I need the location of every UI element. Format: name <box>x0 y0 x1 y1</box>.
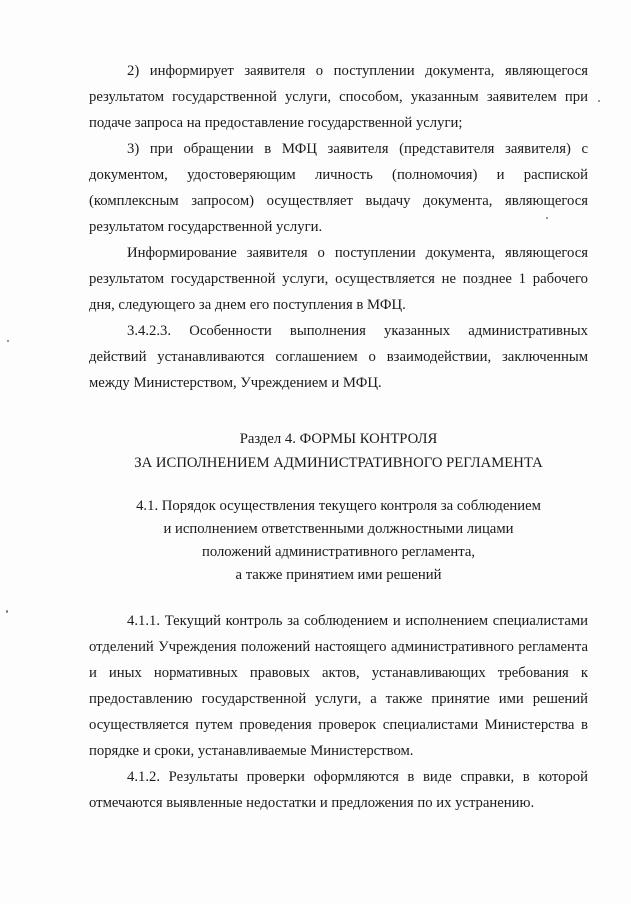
paragraph-4-1-1: 4.1.1. Текущий контроль за соблюдением и исполнением специалистами отделений Учреждения положений настоящего административного регламента и иных нормативных правовых актов, устанавливающих требования к предоставлению государственной услуги, а также принятие ими решений осуществляется путем проведения проверок специалистами Министерства в порядке и сроки, устанавливаемые Министерством. <box>89 613 588 759</box>
paragraph-4-1-2: 4.1.2. Результаты проверки оформляются в виде справки, в которой отмечаются выявленные недостатки и предложения по их устранению. <box>89 769 588 811</box>
bottom-text-block <box>89 608 588 816</box>
subsection-heading-line3: положений административного регламента, <box>201 544 476 560</box>
subsection-heading-line2: и исполнением ответственными должностными лицами <box>163 521 514 537</box>
scan-speck <box>7 340 9 342</box>
paragraph-mfc-issuance: 3) при обращении в МФЦ заявителя (представителя заявителя) с документом, удостоверяющим личность (полномочия) и распиской (комплексным запросом) осуществляет выдачу документа, являющегося результатом государственной услуги. <box>89 141 588 235</box>
scan-speck <box>546 217 548 219</box>
paragraph-informing-deadline: Информирование заявителя о поступлении документа, являющегося результатом государственной услуги, осуществляется не позднее 1 рабочего дня, следующего за днем его поступления в МФЦ. <box>89 245 588 313</box>
paragraph-3-4-2-3: 3.4.2.3. Особенности выполнения указанных административных действий устанавливаются соглашением о взаимодействии, заключенным между Министерством, Учреждением и МФЦ. <box>89 323 588 391</box>
section-heading <box>89 427 588 475</box>
subsection-heading-line1: 4.1. Порядок осуществления текущего контроля за соблюдением <box>136 498 541 514</box>
section-heading-line2: ЗА ИСПОЛНЕНИЕМ АДМИНИСТРАТИВНОГО РЕГЛАМЕНТА <box>134 455 543 471</box>
top-text-block <box>89 58 588 396</box>
scan-speck <box>598 100 600 102</box>
paragraph-informs-applicant: 2) информирует заявителя о поступлении документа, являющегося результатом государственной услуги, способом, указанным заявителем при подаче запроса на предоставление государственной услуги; <box>89 63 588 131</box>
scan-speck <box>6 610 8 613</box>
subsection-heading <box>89 495 588 587</box>
subsection-heading-line4: а также принятием ими решений <box>235 567 442 583</box>
section-heading-line1: Раздел 4. ФОРМЫ КОНТРОЛЯ <box>239 431 438 447</box>
